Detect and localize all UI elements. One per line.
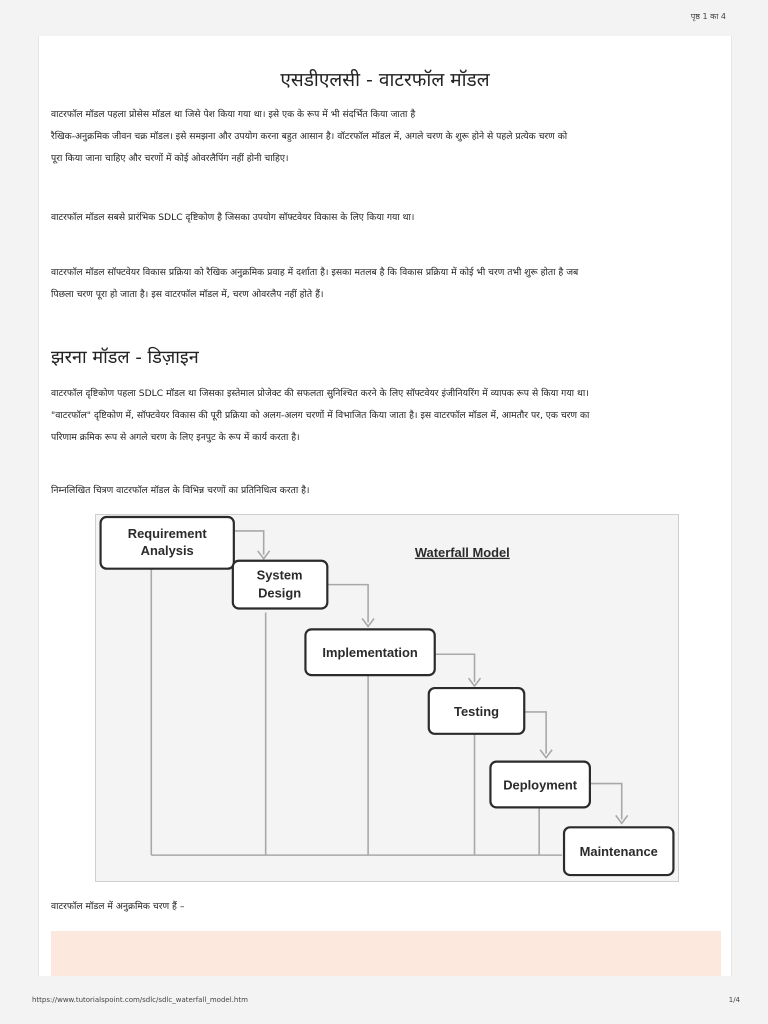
intro-paragraph [51, 104, 691, 170]
sequential-phases-intro: वाटरफॉल मॉडल में अनुक्रमिक चरण हैं – [51, 901, 185, 912]
stage-label: Design [258, 585, 302, 601]
flow-paragraph [51, 262, 691, 306]
stage-label: Implementation [322, 645, 418, 661]
design-line: वाटरफॉल दृष्टिकोण पहला SDLC मॉडल था जिसका इस्तेमाल प्रोजेक्ट की सफलता सुनिश्चित करने के लिए सॉफ्टवेयर इंजीनियरिंग में व्यापक रूप से किया गया था। [51, 388, 589, 399]
page-indicator: पृष्ठ 1 का 4 [690, 12, 726, 21]
section-heading: झरना मॉडल - डिज़ाइन [51, 347, 199, 368]
forward-arrow [433, 654, 475, 682]
intro-line: वाटरफॉल मॉडल पहला प्रोसेस मॉडल था जिसे पेश किया गया था। इसे एक के रूप में भी संदर्भित किया जाता है [51, 109, 416, 120]
intro-line: पूरा किया जाना चाहिए और चरणों में कोई ओवरलैपिंग नहीं होनी चाहिए। [51, 153, 289, 164]
document-page [38, 36, 732, 976]
design-line: परिणाम क्रमिक रूप से अगले चरण के लिए इनपुट के रूप में कार्य करता है। [51, 432, 300, 443]
page-title: एसडीएलसी - वाटरफॉल मॉडल [280, 69, 490, 91]
design-line: "वाटरफॉल" दृष्टिकोण में, सॉफ्टवेयर विकास की पूरी प्रक्रिया को अलग-अलग चरणों में विभाजित किया जाता है। इस वाटरफॉल मॉडल में, आमतौर पर, एक चरण का [51, 410, 590, 421]
footer-url: https://www.tutorialspoint.com/sdlc/sdlc_waterfall_model.htm [32, 996, 248, 1004]
flow-line: पिछला चरण पूरा हो जाता है। इस वाटरफॉल मॉडल में, चरण ओवरलैप नहीं होते हैं। [51, 289, 324, 300]
sdlc-paragraph: वाटरफॉल मॉडल सबसे प्रारंभिक SDLC दृष्टिकोण है जिसका उपयोग सॉफ्टवेयर विकास के लिए किया गया था। [51, 212, 415, 223]
waterfall-diagram [95, 514, 679, 882]
design-paragraph [51, 383, 691, 449]
waterfall-svg [96, 515, 678, 881]
forward-arrow [590, 784, 622, 820]
diagram-title: Waterfall Model [414, 544, 510, 560]
stage-label: Deployment [503, 777, 578, 793]
intro-line: रैखिक-अनुक्रमिक जीवन चक्र मॉडल। इसे समझना और उपयोग करना बहुत आसान है। वॉटरफॉल मॉडल में, अगले चरण के शुरू होने से पहले प्रत्येक चरण को [51, 131, 568, 142]
flow-line: वाटरफॉल मॉडल सॉफ्टवेयर विकास प्रक्रिया को रैखिक अनुक्रमिक प्रवाह में दर्शाता है। इसका मतलब है कि विकास प्रक्रिया में कोई भी चरण तभी शुरू होता है जब [51, 267, 579, 278]
stage-label: Testing [454, 703, 499, 719]
stage-label: Analysis [140, 542, 194, 558]
stage-label: Maintenance [579, 844, 658, 860]
highlight-box [51, 931, 721, 976]
stage-label: System [256, 567, 303, 583]
forward-arrow [234, 531, 264, 555]
footer-page-number: 1/4 [728, 996, 740, 1004]
figure-intro: निम्नलिखित चित्रण वाटरफॉल मॉडल के विभिन्न चरणों का प्रतिनिधित्व करता है। [51, 485, 310, 496]
page-header [0, 0, 768, 32]
stage-label: Requirement [127, 525, 207, 541]
forward-arrow [327, 585, 368, 623]
